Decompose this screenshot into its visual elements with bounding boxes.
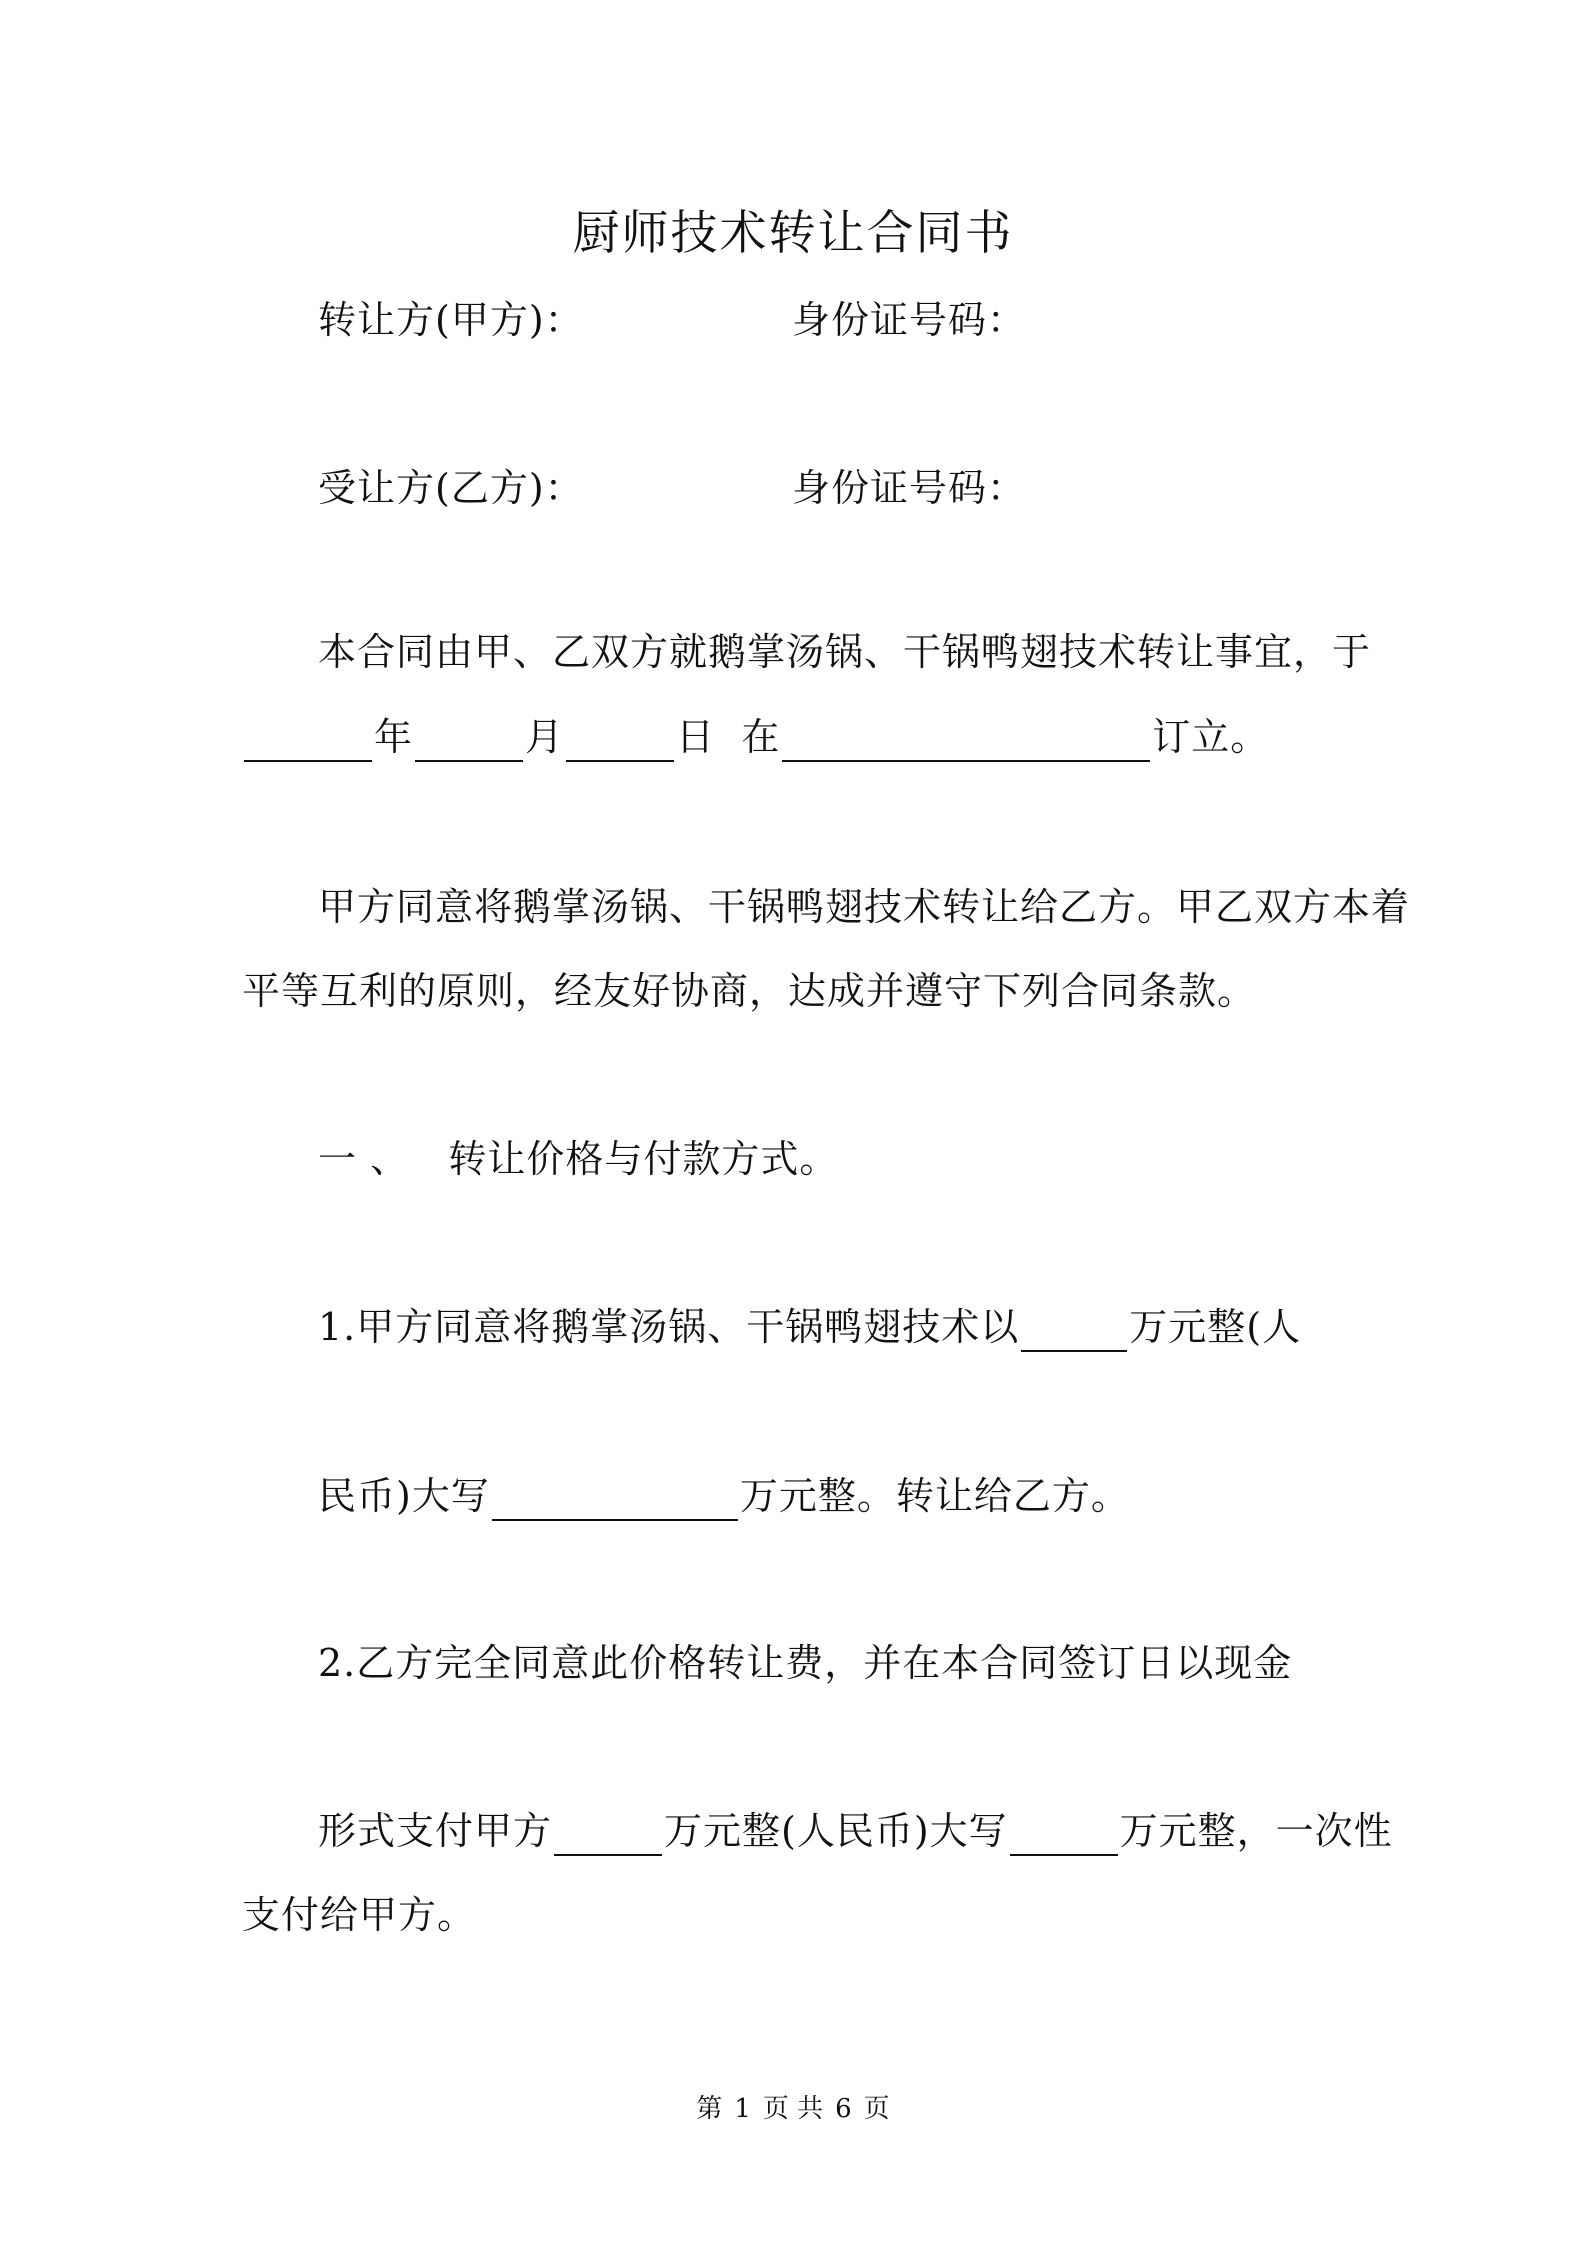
clause-2-line-1: 2.乙方完全同意此价格转让费，并在本合同签订日以现金: [318, 1641, 1293, 1685]
intro-line-1: 本合同由甲、乙双方就鹅掌汤锅、干锅鸭翅技术转让事宜，于: [318, 630, 1372, 674]
year-blank: [244, 720, 372, 762]
date-line: [242, 712, 1269, 762]
month-label: 月: [525, 715, 565, 759]
section-1-heading: [318, 1134, 838, 1184]
price-in-words-blank: [492, 1479, 738, 1521]
page-prefix: 第: [696, 2094, 723, 2124]
payment-in-words-blank: [1010, 1814, 1118, 1856]
party-b-id-label: 身份证号码：: [792, 466, 1027, 510]
clause-2-text-b: 形式支付甲方: [318, 1809, 553, 1853]
page-footer: [0, 2092, 1586, 2126]
clause-1-line-1: [318, 1302, 1301, 1352]
month-blank: [415, 720, 523, 762]
document-title: 厨师技术转让合同书: [572, 206, 1014, 261]
payment-blank: [554, 1814, 662, 1856]
clause-2-line-2: [318, 1806, 1393, 1856]
clause-2-line-3: 支付给甲方。: [242, 1893, 477, 1937]
page-suffix: 页: [863, 2094, 890, 2124]
page-total: 6: [835, 2094, 852, 2124]
clause-1-text-c: 民币)大写: [318, 1474, 490, 1518]
price-blank: [1021, 1310, 1127, 1352]
agreement-line-1: 甲方同意将鹅掌汤锅、干锅鸭翅技术转让给乙方。甲乙双方本着: [318, 885, 1411, 929]
day-label: 日: [676, 715, 716, 759]
place-label: 在: [741, 715, 781, 759]
clause-2-text-c: 万元整(人民币)大写: [664, 1809, 1008, 1853]
clause-1-text-b: 万元整(人: [1129, 1305, 1302, 1349]
year-label: 年: [374, 715, 414, 759]
clause-1-line-2: [318, 1471, 1130, 1521]
day-blank: [566, 720, 674, 762]
clause-1-text-d: 万元整。转让给乙方。: [739, 1474, 1130, 1518]
signed-label: 订立。: [1152, 715, 1270, 759]
page-mid: 页 共: [762, 2094, 824, 2124]
clause-1-text-a: 1.甲方同意将鹅掌汤锅、干锅鸭翅技术以: [318, 1305, 1020, 1349]
section-1-number: 一 、: [318, 1137, 410, 1181]
party-b-label: 受让方(乙方)：: [318, 466, 584, 510]
section-1-title: 转让价格与付款方式。: [448, 1137, 839, 1181]
page-number: 1: [734, 2094, 751, 2124]
party-a-id-label: 身份证号码：: [792, 298, 1027, 342]
place-blank: [782, 720, 1150, 762]
party-a-label: 转让方(甲方)：: [318, 298, 584, 342]
agreement-line-2: 平等互利的原则，经友好协商，达成并遵守下列合同条款。: [242, 969, 1257, 1013]
clause-2-text-d: 万元整，一次性: [1119, 1809, 1393, 1853]
